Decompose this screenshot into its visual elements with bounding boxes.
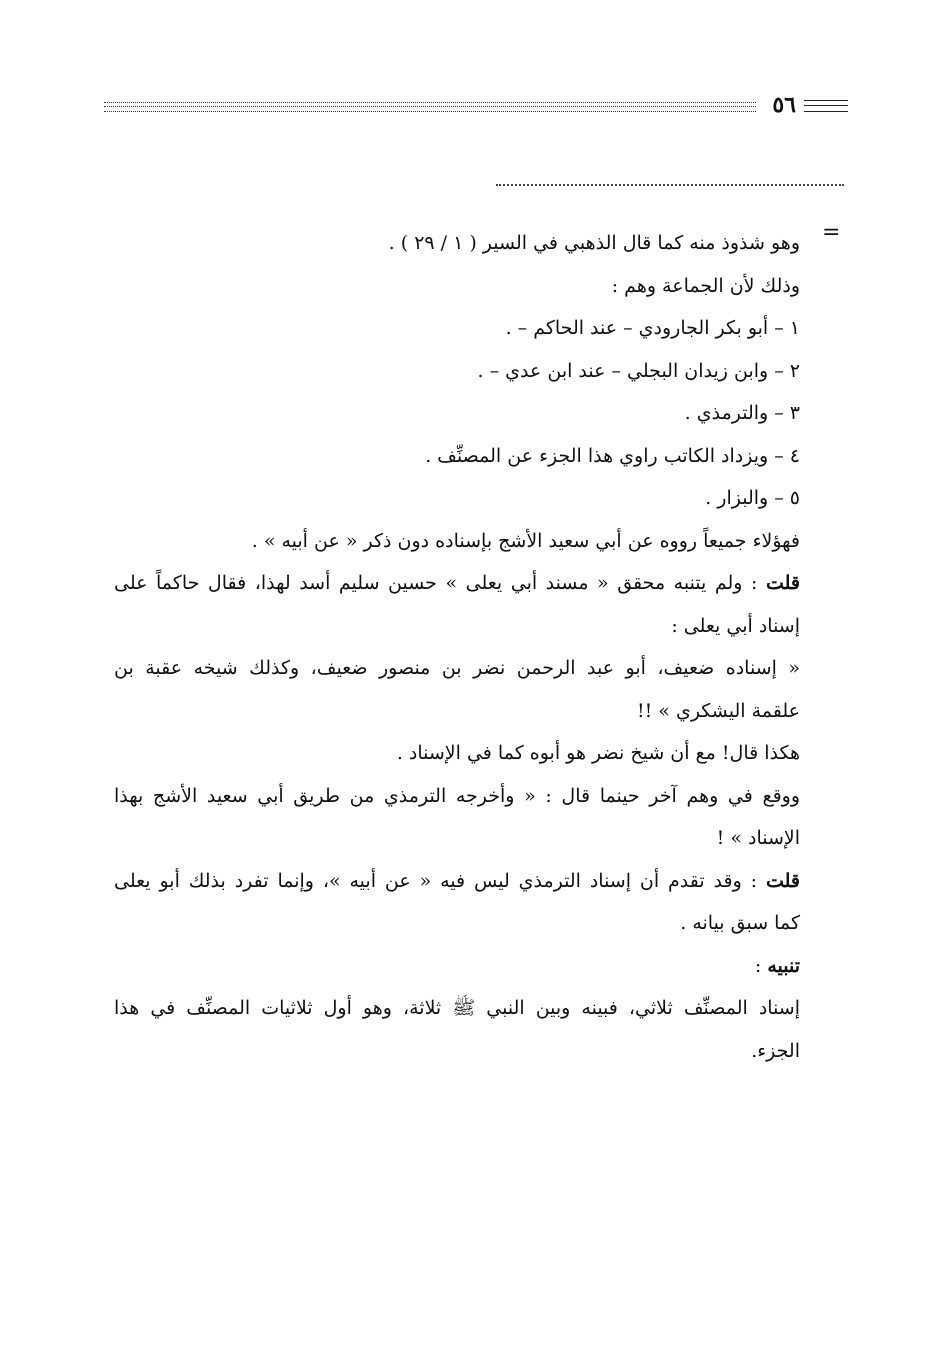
text-line: كما سبق بيانه . xyxy=(680,912,800,934)
list-item: ٣ – والترمذي . xyxy=(684,402,800,424)
text-span: : xyxy=(754,954,768,977)
page-number: ٥٦ xyxy=(772,92,796,118)
text-line xyxy=(114,945,800,988)
qultu-label: قلت xyxy=(765,869,800,892)
quote-line: علقمة اليشكري » !! xyxy=(636,699,800,722)
page-header xyxy=(104,92,848,120)
text-line: وهو شذوذ منه كما قال الذهبي في السير ( ١ / ٢٩ ) . xyxy=(388,232,800,254)
body-text xyxy=(114,222,800,1072)
continuation-mark: = xyxy=(822,220,841,245)
text-line xyxy=(114,562,800,605)
list-item: ٤ – ويزداد الكاتب راوي هذا الجزء عن المصنِّف . xyxy=(425,444,800,467)
quote-line: « إسناده ضعيف، أبو عبد الرحمن نضر بن منصور ضعيف، وكذلك شيخه عقبة بن xyxy=(114,657,800,679)
text-span: : ولم يتنبه محقق « مسند أبي يعلى » حسين سليم أسد لهذا، فقال حاكماً على xyxy=(114,572,766,594)
text-line: الإسناد » ! xyxy=(716,827,800,849)
text-line xyxy=(114,860,800,903)
list-item: ٥ – والبزار . xyxy=(705,487,800,509)
list-item: ١ – أبو بكر الجارودي – عند الحاكم – . xyxy=(505,317,800,339)
header-rule-right xyxy=(804,100,848,112)
text-line: إسناد المصنِّف ثلاثي، فبينه وبين النبي ﷺ ثلاثة، وهو أول ثلاثيات المصنِّف في هذا xyxy=(114,997,800,1019)
text-line: ووقع في وهم آخر حينما قال : « وأخرجه الترمذي من طريق أبي سعيد الأشج بهذا xyxy=(114,784,800,807)
footnote-separator xyxy=(496,184,844,186)
qultu-label: قلت xyxy=(765,572,800,594)
text-span: : وقد تقدم أن إسناد الترمذي ليس فيه « عن أبيه »، وإنما تفرد بذلك أبو يعلى xyxy=(114,869,766,892)
text-line: الجزء. xyxy=(751,1039,800,1062)
text-line: هكذا قال! مع أن شيخ نضر هو أبوه كما في الإسناد . xyxy=(396,742,800,764)
text-line: فهؤلاء جميعاً رووه عن أبي سعيد الأشج بإسناده دون ذكر « عن أبيه » . xyxy=(251,529,800,552)
note-heading: تنبيه xyxy=(767,954,800,977)
text-line: وذلك لأن الجماعة وهم : xyxy=(611,274,800,297)
list-item: ٢ – وابن زيدان البجلي – عند ابن عدي – . xyxy=(477,359,800,382)
header-rule-dotted xyxy=(104,102,756,112)
text-line: إسناد أبي يعلى : xyxy=(671,614,800,637)
